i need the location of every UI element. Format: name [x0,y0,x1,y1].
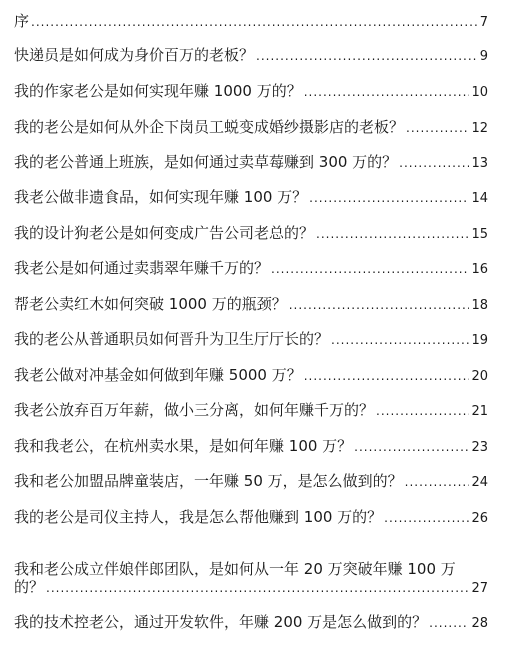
toc-entry-title: 我老公放弃百万年薪，做小三分离，如何年赚千万的？ [14,401,375,419]
toc-entry-title: 我的作家老公是如何实现年赚 1000 万的？ [14,82,302,100]
toc-entry[interactable] [14,12,488,32]
toc-entry[interactable] [14,153,488,173]
toc-leader-dots [289,296,470,314]
toc-leader-dots [405,473,470,491]
toc-entry-title: 我和老公加盟品牌童装店，一年赚 50 万，是怎么做到的？ [14,472,403,490]
toc-entry[interactable] [14,46,488,66]
toc-entry-title: 我的技术控老公，通过开发软件，年赚 200 万是怎么做到的？ [14,613,428,631]
toc-entry-title: 我老公做非遗食品，如何实现年赚 100 万？ [14,188,308,206]
toc-leader-dots [429,614,469,632]
toc-entry[interactable] [14,472,488,492]
toc-entry-title: 我的老公是司仪主持人，我是怎么帮他赚到 100 万的？ [14,508,383,526]
toc-entry-title: 我的老公普通上班族，是如何通过卖草莓赚到 300 万的？ [14,153,398,171]
toc-entry[interactable] [14,401,488,421]
toc-entry[interactable] [14,82,488,102]
toc-entry-page: 27 [471,581,488,596]
toc-entry-page: 24 [471,475,488,490]
toc-leader-dots [309,189,469,207]
toc-entry-page: 10 [471,85,488,100]
toc-entry-page: 16 [471,262,488,277]
toc-leader-dots [384,509,469,527]
toc-entry-page: 20 [471,369,488,384]
toc-entry-title: 我和我老公，在杭州卖水果，是如何年赚 100 万？ [14,437,353,455]
toc-entry-title: 帮老公卖红木如何突破 1000 万的瓶颈？ [14,295,287,313]
toc-leader-dots [304,83,470,101]
toc-entry-page: 19 [471,333,488,348]
toc-entry-page: 21 [471,404,488,419]
toc-entry[interactable] [14,259,488,279]
toc-entry-page: 12 [471,121,488,136]
toc-entry[interactable] [14,508,488,528]
toc-entry-title-line1: 我和老公成立伴娘伴郎团队，是如何从一年 20 万突破年赚 100 万 [14,560,456,578]
toc-entry-page: 7 [479,15,488,30]
toc-entry[interactable] [14,330,488,350]
toc-leader-dots [406,119,469,137]
toc-entry[interactable] [14,613,488,633]
toc-leader-dots [331,331,469,349]
toc-leader-dots [256,47,478,65]
toc-entry-page: 15 [471,227,488,242]
toc-entry-page: 23 [471,440,488,455]
toc-entry-title: 我的老公从普通职员如何晋升为卫生厅厅长的？ [14,330,330,348]
toc-entry-page: 28 [471,616,488,631]
toc-leader-dots [399,154,469,172]
toc-entry-page: 18 [471,298,488,313]
toc-entry-title: 的？ [14,578,45,596]
toc-entry-title: 我老公做对冲基金如何做到年赚 5000 万？ [14,366,302,384]
toc-entry[interactable] [14,224,488,244]
toc-entry-page: 26 [471,511,488,526]
toc-leader-dots [271,260,469,278]
toc-entry-title: 我的老公是如何从外企下岗员工蜕变成婚纱摄影店的老板？ [14,118,405,136]
toc-entry-title: 我的设计狗老公是如何变成广告公司老总的？ [14,224,315,242]
toc-entry[interactable] [14,437,488,457]
toc-entry-page: 14 [471,191,488,206]
toc-entry[interactable] [14,188,488,208]
toc-entry-title: 快递员是如何成为身价百万的老板？ [14,46,255,64]
toc-leader-dots [316,225,469,243]
toc-entry-page: 9 [479,49,488,64]
toc-leader-dots [31,13,478,31]
toc-entry-title: 我老公是如何通过卖翡翠年赚千万的？ [14,259,270,277]
toc-entry[interactable] [14,295,488,315]
toc-leader-dots [354,438,469,456]
toc-entry[interactable] [14,560,488,598]
toc-leader-dots [46,579,469,597]
toc-entry-page: 13 [471,156,488,171]
toc-entry-title: 序 [14,12,30,30]
toc-leader-dots [304,367,470,385]
toc-entry[interactable] [14,366,488,386]
toc-entry[interactable] [14,118,488,138]
toc-leader-dots [376,402,469,420]
